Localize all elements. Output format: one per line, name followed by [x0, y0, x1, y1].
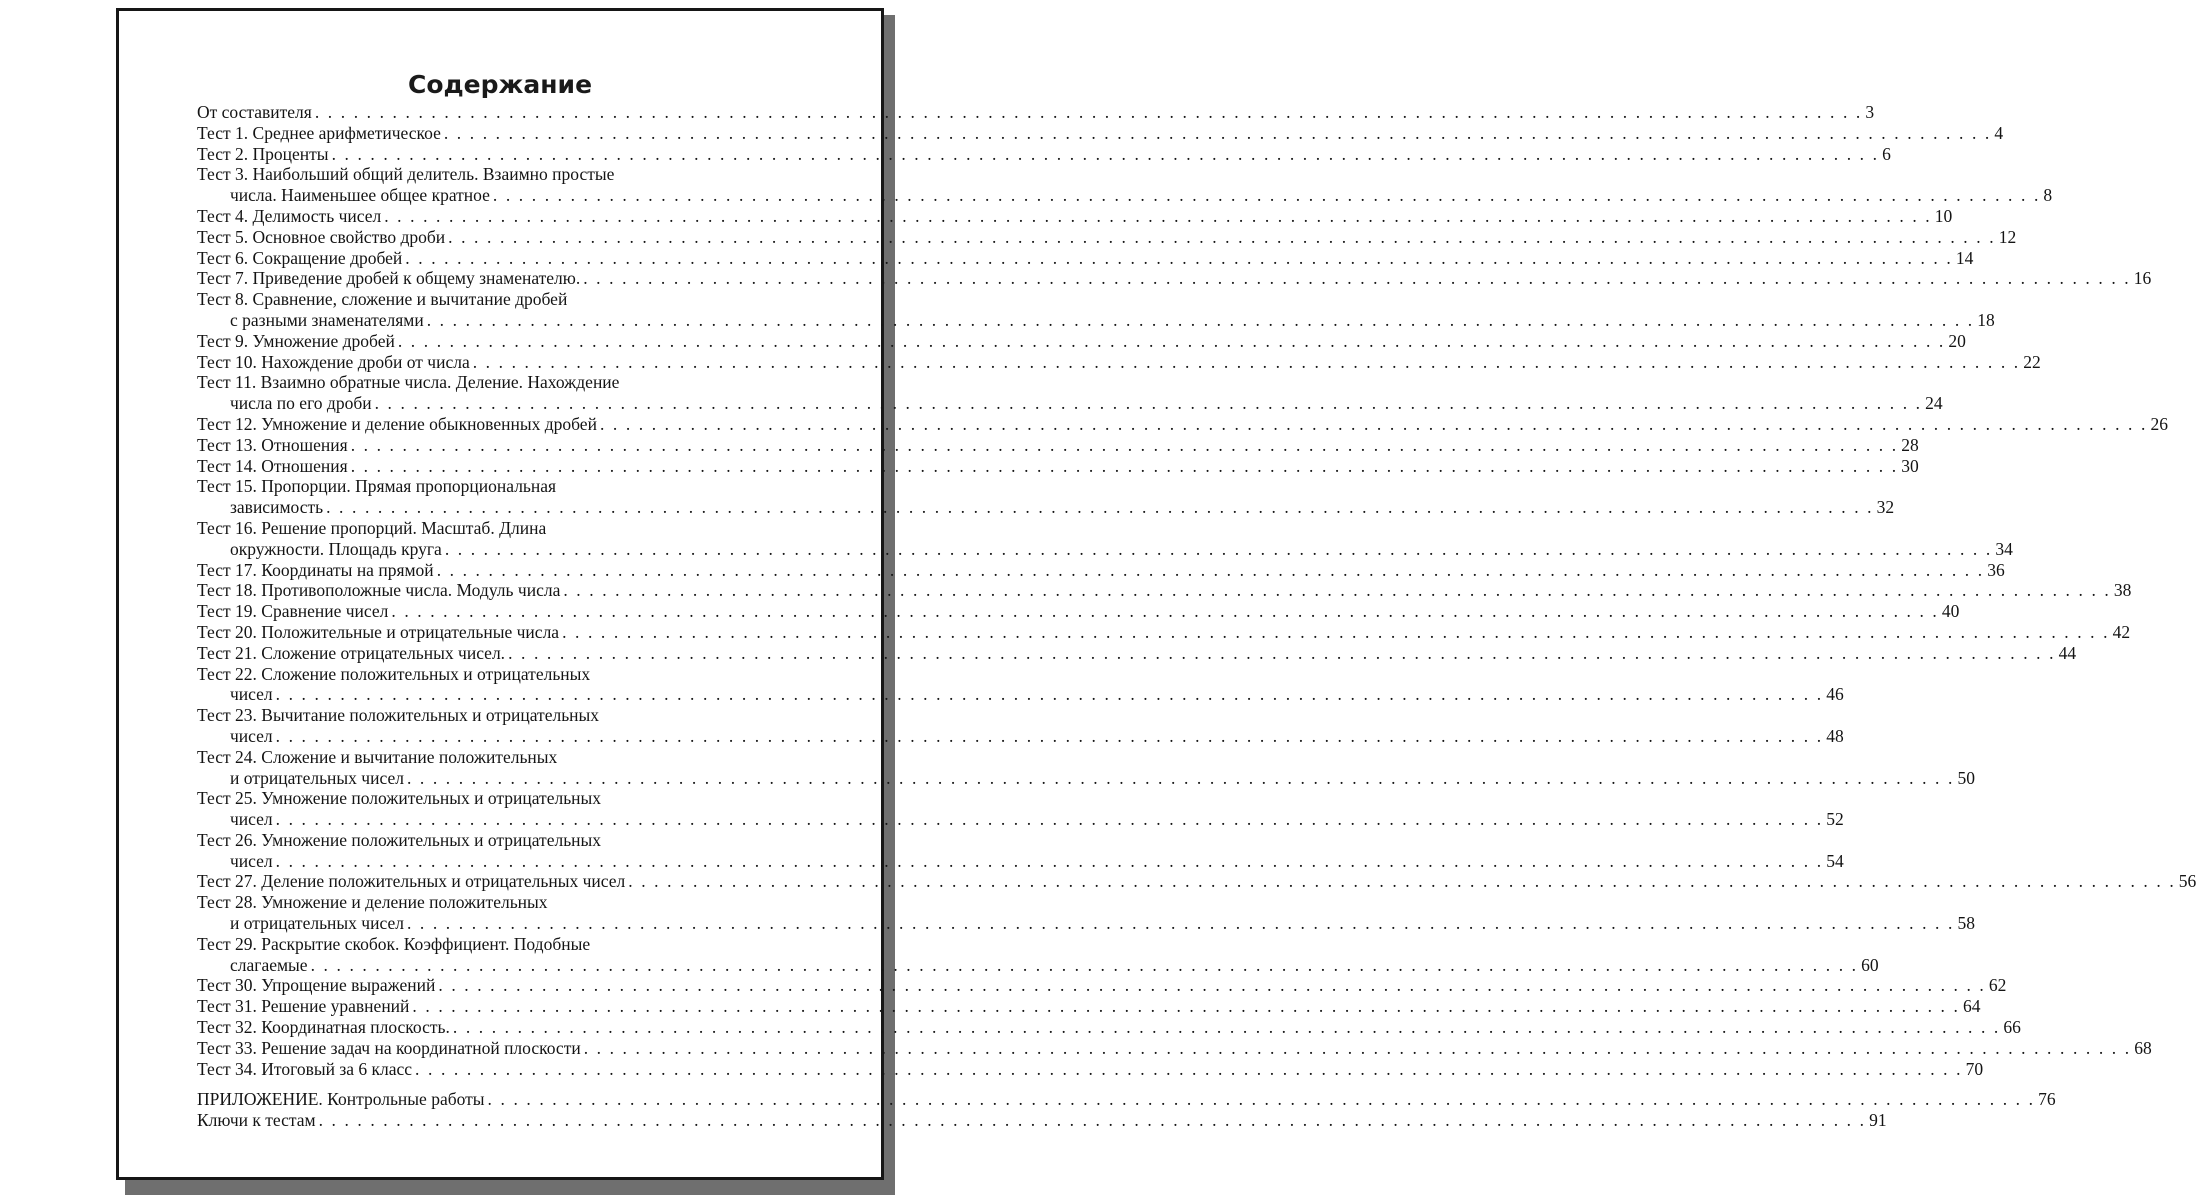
dot-leader: . . . . . . . . . . . . . . . . . . . . . . . . . . . . . . . . . . . . . . . . . . . . . . . . . . . . . . . . . . . . . . . . . . . . . . . . . . . . . . . . . . . . . . . . . . . . . . . . . . . . . . . . . . . . . . . . . . . . . . . . [599, 413, 2148, 434]
toc-appendix-list [197, 1089, 2056, 1131]
toc-entry-line [197, 1058, 1984, 1080]
dot-leader: . . . . . . . . . . . . . . . . . . . . . . . . . . . . . . . . . . . . . . . . . . . . . . . . . . . . . . . . . . . . . . . . . . . . . . . . . . . . . . . . . . . . . . . . . . . . . . . . . . . . . . . . . . . . . . . . . . . . . . . . [275, 725, 1824, 746]
dot-leader: . . . . . . . . . . . . . . . . . . . . . . . . . . . . . . . . . . . . . . . . . . . . . . . . . . . . . . . . . . . . . . . . . . . . . . . . . . . . . . . . . . . . . . . . . . . . . . . . . . . . . . . . . . . . . . . . . . . . . . . . [275, 684, 1824, 705]
toc-page-number: 46 [1826, 684, 1844, 705]
toc-entry-line [197, 476, 709, 497]
toc-entry[interactable] [197, 413, 2168, 435]
dot-leader: . . . . . . . . . . . . . . . . . . . . . . . . . . . . . . . . . . . . . . . . . . . . . . . . . . . . . . . . . . . . . . . . . . . . . . . . . . . . . . . . . . . . . . . . . . . . . . . . . . . . . . . . . . . . . . . . . . . . . . . . [331, 143, 1880, 164]
toc-entry-text: чисел [230, 684, 273, 705]
toc-entry[interactable] [197, 517, 2013, 560]
toc-entry[interactable] [197, 122, 2004, 144]
dot-leader: . . . . . . . . . . . . . . . . . . . . . . . . . . . . . . . . . . . . . . . . . . . . . . . . . . . . . . . . . . . . . . . . . . . . . . . . . . . . . . . . . . . . . . . . . . . . . . . . . . . . . . . . . . . . . . . . . . . . . . . . [472, 351, 2021, 372]
toc-entry[interactable] [197, 975, 2007, 996]
toc-entry[interactable] [197, 705, 1844, 747]
toc-entry-line [197, 102, 1875, 123]
toc-entry[interactable] [197, 788, 1844, 830]
toc-entry-line [197, 705, 709, 726]
toc-entry-line [197, 247, 1974, 269]
toc-entry[interactable] [197, 746, 1975, 789]
toc-entry-text: Тест 4. Делимость чисел [197, 205, 382, 226]
toc-entry-text: Тест 19. Сравнение чисел [197, 601, 389, 622]
dot-leader: . . . . . . . . . . . . . . . . . . . . . . . . . . . . . . . . . . . . . . . . . . . . . . . . . . . . . . . . . . . . . . . . . . . . . . . . . . . . . . . . . . . . . . . . . . . . . . . . . . . . . . . . . . . . . . . . . . . . . . . . [448, 226, 1996, 247]
toc-entry-line [197, 559, 2005, 581]
toc-entry-continuation [197, 185, 2053, 206]
toc-entry-text: Тест 16. Решение пропорций. Масштаб. Длина [197, 517, 547, 538]
toc-page-number: 66 [2003, 1017, 2021, 1038]
toc-entry-continuation [197, 767, 1975, 789]
toc-page-number: 64 [1962, 996, 1981, 1017]
toc-entry-text: От составителя [197, 102, 312, 122]
toc-entry[interactable] [197, 268, 2152, 289]
toc-entry-continuation [197, 309, 1995, 331]
toc-entry-text: Тест 2. Проценты [197, 143, 329, 164]
dot-leader: . . . . . . . . . . . . . . . . . . . . . . . . . . . . . . . . . . . . . . . . . . . . . . . . . . . . . . . . . . . . . . . . . . . . . . . . . . . . . . . . . . . . . . . . . . . . . . . . . . . . . . . . . . . . . . . . . . . . . . . . [452, 1017, 2001, 1038]
toc-entry-text: Тест 8. Сравнение, сложение и вычитание дробей [197, 289, 568, 310]
toc-entry[interactable] [197, 205, 1953, 227]
table-of-contents [197, 102, 2196, 1131]
toc-entry-line [197, 330, 1966, 352]
toc-entry[interactable] [197, 1017, 2021, 1038]
toc-entry-text: Тест 17. Координаты на прямой [197, 559, 434, 580]
toc-entry-text: Тест 6. Сокращение дробей [197, 247, 403, 268]
toc-page-number: 8 [2043, 185, 2053, 206]
toc-entry-line [197, 747, 709, 768]
toc-entry[interactable] [197, 143, 1891, 165]
toc-entry-line [197, 621, 2131, 643]
toc-page-number: 18 [1977, 309, 1995, 330]
section-gap [197, 1079, 709, 1089]
toc-page-number: 3 [1865, 102, 1875, 122]
toc-page-number: 44 [2058, 642, 2077, 663]
toc-entry-continuation [197, 725, 1844, 747]
toc-page-number: 30 [1901, 455, 1919, 476]
toc-entry-line [197, 289, 709, 310]
toc-page-number: 16 [2133, 268, 2152, 289]
dot-leader: . . . . . . . . . . . . . . . . . . . . . . . . . . . . . . . . . . . . . . . . . . . . . . . . . . . . . . . . . . . . . . . . . . . . . . . . . . . . . . . . . . . . . . . . . . . . . . . . . . . . . . . . . . . . . . . . . . . . . . . . [583, 1037, 2132, 1058]
toc-entry[interactable] [197, 102, 1875, 123]
toc-entry[interactable] [197, 330, 1966, 352]
toc-entry-line [197, 122, 2004, 144]
toc-entry-line [197, 996, 1981, 1017]
toc-entry-text: и отрицательных чисел [230, 767, 404, 788]
toc-entry-line [197, 892, 709, 913]
toc-entry-text: Тест 12. Умножение и деление обыкновенных дробей [197, 413, 597, 434]
dot-leader: . . . . . . . . . . . . . . . . . . . . . . . . . . . . . . . . . . . . . . . . . . . . . . . . . . . . . . . . . . . . . . . . . . . . . . . . . . . . . . . . . . . . . . . . . . . . . . . . . . . . . . . . . . . . . . . . . . . . . . . . [310, 954, 1859, 975]
toc-page-number: 32 [1876, 497, 1895, 518]
toc-page-number: 50 [1957, 767, 1975, 788]
toc-page-number: 60 [1861, 954, 1879, 975]
toc-entry-line [197, 934, 709, 955]
toc-entry-text: чисел [230, 725, 273, 746]
toc-entry-line [197, 351, 2041, 373]
dot-leader: . . . . . . . . . . . . . . . . . . . . . . . . . . . . . . . . . . . . . . . . . . . . . . . . . . . . . . . . . . . . . . . . . . . . . . . . . . . . . . . . . . . . . . . . . . . . . . . . . . . . . . . . . . . . . . . . . . . . . . . . [412, 996, 1960, 1017]
toc-entry[interactable] [197, 829, 1844, 872]
toc-page-number: 48 [1826, 725, 1844, 746]
page-title: Содержание [407, 70, 593, 99]
toc-page-number: 52 [1826, 809, 1844, 830]
toc-page-number: 56 [2178, 871, 2196, 892]
dot-leader: . . . . . . . . . . . . . . . . . . . . . . . . . . . . . . . . . . . . . . . . . . . . . . . . . . . . . . . . . . . . . . . . . . . . . . . . . . . . . . . . . . . . . . . . . . . . . . . . . . . . . . . . . . . . . . . . . . . . . . . . [443, 122, 1992, 143]
toc-entry-text: числа по его дроби [230, 393, 372, 414]
dot-leader: . . . . . . . . . . . . . . . . . . . . . . . . . . . . . . . . . . . . . . . . . . . . . . . . . . . . . . . . . . . . . . . . . . . . . . . . . . . . . . . . . . . . . . . . . . . . . . . . . . . . . . . . . . . . . . . . . . . . . . . . [275, 809, 1824, 830]
toc-entry-text: Тест 9. Умножение дробей [197, 330, 395, 351]
toc-entry[interactable] [197, 933, 1879, 976]
toc-main-list [197, 102, 2196, 1079]
toc-entry[interactable] [197, 871, 2196, 892]
toc-page-number: 54 [1826, 850, 1844, 871]
toc-entry[interactable] [197, 247, 1974, 269]
toc-entry-text: Тест 10. Нахождение дроби от числа [197, 351, 470, 372]
toc-page-number: 24 [1925, 393, 1943, 414]
toc-entry-text: Тест 3. Наибольший общий делитель. Взаимно простые [197, 164, 615, 185]
toc-entry-line [197, 455, 1919, 477]
toc-entry-line [197, 372, 709, 393]
toc-entry-text: зависимость [230, 497, 324, 518]
toc-entry-line [197, 268, 2152, 289]
toc-entry[interactable] [197, 289, 1995, 331]
toc-entry-text: Тест 24. Сложение и вычитание положительных [197, 746, 558, 767]
toc-entry-text: с разными знаменателями [230, 309, 424, 330]
dot-leader: . . . . . . . . . . . . . . . . . . . . . . . . . . . . . . . . . . . . . . . . . . . . . . . . . . . . . . . . . . . . . . . . . . . . . . . . . . . . . . . . . . . . . . . . . . . . . . . . . . . . . . . . . . . . . . . . . . . . . . . . [426, 309, 1975, 330]
toc-entry[interactable] [197, 434, 1919, 456]
toc-entry[interactable] [197, 996, 1981, 1017]
toc-entry[interactable] [197, 351, 2041, 373]
toc-page-number: 4 [1994, 122, 2004, 143]
toc-entry[interactable] [197, 164, 2053, 206]
toc-entry-continuation [197, 538, 2013, 560]
toc-entry-line [197, 664, 709, 685]
toc-entry-text: Тест 5. Основное свойство дроби [197, 226, 446, 247]
toc-page-number: 10 [1934, 205, 1953, 226]
dot-leader: . . . . . . . . . . . . . . . . . . . . . . . . . . . . . . . . . . . . . . . . . . . . . . . . . . . . . . . . . . . . . . . . . . . . . . . . . . . . . . . . . . . . . . . . . . . . . . . . . . . . . . . . . . . . . . . . . . . . . . . . [391, 601, 1939, 622]
toc-entry-continuation [197, 684, 1844, 705]
dot-leader: . . . . . . . . . . . . . . . . . . . . . . . . . . . . . . . . . . . . . . . . . . . . . . . . . . . . . . . . . . . . . . . . . . . . . . . . . . . . . . . . . . . . . . . . . . . . . . . . . . . . . . . . . . . . . . . . . . . . . . . . [314, 102, 1863, 122]
toc-entry-line [197, 518, 709, 539]
dot-leader: . . . . . . . . . . . . . . . . . . . . . . . . . . . . . . . . . . . . . . . . . . . . . . . . . . . . . . . . . . . . . . . . . . . . . . . . . . . . . . . . . . . . . . . . . . . . . . . . . . . . . . . . . . . . . . . . . . . . . . . . [350, 455, 1899, 476]
toc-entry-text: Тест 7. Приведение дробей к общему знаменателю. [197, 268, 581, 289]
toc-entry-continuation [197, 497, 1895, 518]
dot-leader: . . . . . . . . . . . . . . . . . . . . . . . . . . . . . . . . . . . . . . . . . . . . . . . . . . . . . . . . . . . . . . . . . . . . . . . . . . . . . . . . . . . . . . . . . . . . . . . . . . . . . . . . . . . . . . . . . . . . . . . . [374, 393, 1923, 414]
dot-leader: . . . . . . . . . . . . . . . . . . . . . . . . . . . . . . . . . . . . . . . . . . . . . . . . . . . . . . . . . . . . . . . . . . . . . . . . . . . . . . . . . . . . . . . . . . . . . . . . . . . . . . . . . . . . . . . . . . . . . . . . [583, 268, 2131, 289]
toc-entry-text: Тест 27. Деление положительных и отрицательных чисел [197, 871, 626, 892]
toc-entry-line [197, 975, 2007, 996]
dot-leader: . . . . . . . . . . . . . . . . . . . . . . . . . . . . . . . . . . . . . . . . . . . . . . . . . . . . . . . . . . . . . . . . . . . . . . . . . . . . . . . . . . . . . . . . . . . . . . . . . . . . . . . . . . . . . . . . . . . . . . . . [326, 497, 1874, 518]
toc-entry[interactable] [197, 621, 2131, 643]
dot-leader: . . . . . . . . . . . . . . . . . . . . . . . . . . . . . . . . . . . . . . . . . . . . . . . . . . . . . . . . . . . . . . . . . . . . . . . . . . . . . . . . . . . . . . . . . . . . . . . . . . . . . . . . . . . . . . . . . . . . . . . . [415, 1058, 1963, 1079]
toc-entry-text: Тест 26. Умножение положительных и отрицательных [197, 829, 602, 850]
toc-page-number: 70 [1965, 1058, 1984, 1079]
toc-page-number: 12 [1998, 226, 2017, 247]
toc-entry-line [197, 413, 2168, 435]
dot-leader: . . . . . . . . . . . . . . . . . . . . . . . . . . . . . . . . . . . . . . . . . . . . . . . . . . . . . . . . . . . . . . . . . . . . . . . . . . . . . . . . . . . . . . . . . . . . . . . . . . . . . . . . . . . . . . . . . . . . . . . . [318, 1110, 1867, 1131]
dot-leader: . . . . . . . . . . . . . . . . . . . . . . . . . . . . . . . . . . . . . . . . . . . . . . . . . . . . . . . . . . . . . . . . . . . . . . . . . . . . . . . . . . . . . . . . . . . . . . . . . . . . . . . . . . . . . . . . . . . . . . . . [406, 767, 1955, 788]
toc-entry-text: чисел [230, 809, 273, 830]
dot-leader: . . . . . . . . . . . . . . . . . . . . . . . . . . . . . . . . . . . . . . . . . . . . . . . . . . . . . . . . . . . . . . . . . . . . . . . . . . . . . . . . . . . . . . . . . . . . . . . . . . . . . . . . . . . . . . . . . . . . . . . . [628, 871, 2176, 892]
toc-entry-text: Тест 11. Взаимно обратные числа. Деление. Нахождение [197, 372, 620, 393]
toc-entry[interactable] [197, 642, 2077, 664]
dot-leader: . . . . . . . . . . . . . . . . . . . . . . . . . . . . . . . . . . . . . . . . . . . . . . . . . . . . . . . . . . . . . . . . . . . . . . . . . . . . . . . . . . . . . . . . . . . . . . . . . . . . . . . . . . . . . . . . . . . . . . . . [406, 913, 1955, 934]
toc-page-number: 34 [1995, 538, 2013, 559]
toc-page-number: 62 [1988, 975, 2007, 996]
toc-entry-text: Тест 30. Упрощение выражений [197, 975, 436, 996]
toc-page-number: 14 [1955, 247, 1974, 268]
toc-entry-line [197, 788, 709, 809]
toc-page-number: 26 [2150, 413, 2168, 434]
dot-leader: . . . . . . . . . . . . . . . . . . . . . . . . . . . . . . . . . . . . . . . . . . . . . . . . . . . . . . . . . . . . . . . . . . . . . . . . . . . . . . . . . . . . . . . . . . . . . . . . . . . . . . . . . . . . . . . . . . . . . . . . [397, 330, 1946, 351]
toc-entry-text: ПРИЛОЖЕНИЕ. Контрольные работы [197, 1089, 485, 1110]
toc-entry[interactable] [197, 455, 1919, 477]
toc-entry-continuation [197, 393, 1943, 414]
dot-leader: . . . . . . . . . . . . . . . . . . . . . . . . . . . . . . . . . . . . . . . . . . . . . . . . . . . . . . . . . . . . . . . . . . . . . . . . . . . . . . . . . . . . . . . . . . . . . . . . . . . . . . . . . . . . . . . . . . . . . . . . [438, 975, 1986, 996]
toc-entry[interactable] [197, 1110, 1887, 1131]
toc-entry-line [197, 434, 1919, 456]
toc-entry-text: Тест 21. Сложение отрицательных чисел. [197, 642, 506, 663]
toc-page-number: 6 [1882, 143, 1891, 164]
toc-page-number: 42 [2112, 621, 2131, 642]
toc-entry-continuation [197, 913, 1975, 934]
book-page [116, 8, 2196, 1180]
toc-entry-text: Тест 15. Пропорции. Прямая пропорциональная [197, 476, 557, 497]
dot-leader: . . . . . . . . . . . . . . . . . . . . . . . . . . . . . . . . . . . . . . . . . . . . . . . . . . . . . . . . . . . . . . . . . . . . . . . . . . . . . . . . . . . . . . . . . . . . . . . . . . . . . . . . . . . . . . . . . . . . . . . . [275, 850, 1824, 871]
toc-page-number: 76 [2038, 1089, 2056, 1110]
toc-entry-text: Тест 13. Отношения [197, 434, 348, 455]
toc-page-number: 38 [2113, 580, 2132, 601]
toc-entry[interactable] [197, 663, 1844, 706]
dot-leader: . . . . . . . . . . . . . . . . . . . . . . . . . . . . . . . . . . . . . . . . . . . . . . . . . . . . . . . . . . . . . . . . . . . . . . . . . . . . . . . . . . . . . . . . . . . . . . . . . . . . . . . . . . . . . . . . . . . . . . . . [405, 247, 1953, 268]
toc-entry-line [197, 143, 1891, 165]
toc-entry-line [197, 164, 709, 185]
dot-leader: . . . . . . . . . . . . . . . . . . . . . . . . . . . . . . . . . . . . . . . . . . . . . . . . . . . . . . . . . . . . . . . . . . . . . . . . . . . . . . . . . . . . . . . . . . . . . . . . . . . . . . . . . . . . . . . . . . . . . . . . [563, 580, 2111, 601]
toc-entry[interactable] [197, 580, 2132, 601]
dot-leader: . . . . . . . . . . . . . . . . . . . . . . . . . . . . . . . . . . . . . . . . . . . . . . . . . . . . . . . . . . . . . . . . . . . . . . . . . . . . . . . . . . . . . . . . . . . . . . . . . . . . . . . . . . . . . . . . . . . . . . . . [562, 621, 2110, 642]
toc-entry-text: слагаемые [230, 954, 308, 975]
toc-entry-line [197, 580, 2132, 601]
toc-entry[interactable] [197, 1089, 2056, 1110]
dot-leader: . . . . . . . . . . . . . . . . . . . . . . . . . . . . . . . . . . . . . . . . . . . . . . . . . . . . . . . . . . . . . . . . . . . . . . . . . . . . . . . . . . . . . . . . . . . . . . . . . . . . . . . . . . . . . . . . . . . . . . . . [444, 538, 1993, 559]
toc-entry-line [197, 1037, 2152, 1059]
toc-entry-continuation [197, 954, 1879, 976]
toc-page-number: 40 [1941, 601, 1960, 622]
toc-entry-text: Тест 1. Среднее арифметическое [197, 122, 441, 143]
toc-entry[interactable] [197, 1037, 2152, 1059]
dot-leader: . . . . . . . . . . . . . . . . . . . . . . . . . . . . . . . . . . . . . . . . . . . . . . . . . . . . . . . . . . . . . . . . . . . . . . . . . . . . . . . . . . . . . . . . . . . . . . . . . . . . . . . . . . . . . . . . . . . . . . . . [492, 185, 2041, 206]
toc-entry-text: Тест 20. Положительные и отрицательные числа [197, 621, 560, 642]
toc-entry-line [197, 871, 2196, 892]
toc-entry-text: Тест 22. Сложение положительных и отрицательных [197, 663, 591, 684]
toc-entry-continuation [197, 850, 1844, 872]
toc-entry[interactable] [197, 226, 2017, 248]
toc-page-number: 68 [2134, 1037, 2152, 1058]
toc-entry-line [197, 830, 709, 851]
toc-entry-text: чисел [230, 850, 273, 871]
toc-entry-text: и отрицательных чисел [230, 913, 404, 934]
dot-leader: . . . . . . . . . . . . . . . . . . . . . . . . . . . . . . . . . . . . . . . . . . . . . . . . . . . . . . . . . . . . . . . . . . . . . . . . . . . . . . . . . . . . . . . . . . . . . . . . . . . . . . . . . . . . . . . . . . . . . . . . [508, 642, 2056, 663]
toc-entry-text: Тест 31. Решение уравнений [197, 996, 410, 1017]
toc-entry-text: числа. Наименьшее общее кратное [230, 185, 490, 206]
toc-entry-line [197, 601, 1960, 622]
toc-entry[interactable] [197, 372, 1943, 414]
toc-entry-text: Тест 18. Противоположные числа. Модуль числа [197, 580, 561, 601]
toc-entry-line [197, 642, 2077, 664]
toc-entry-text: Тест 23. Вычитание положительных и отрицательных [197, 705, 600, 726]
toc-entry-text: Тест 28. Умножение и деление положительных [197, 892, 548, 913]
toc-entry[interactable] [197, 601, 1960, 622]
dot-leader: . . . . . . . . . . . . . . . . . . . . . . . . . . . . . . . . . . . . . . . . . . . . . . . . . . . . . . . . . . . . . . . . . . . . . . . . . . . . . . . . . . . . . . . . . . . . . . . . . . . . . . . . . . . . . . . . . . . . . . . . [384, 205, 1932, 226]
toc-entry[interactable] [197, 1058, 1984, 1080]
toc-entry-text: окружности. Площадь круга [230, 538, 442, 559]
toc-entry-line [197, 226, 2017, 248]
toc-entry-line [197, 1110, 1887, 1131]
toc-entry-line [197, 205, 1953, 227]
toc-entry[interactable] [197, 476, 1895, 518]
toc-entry-line [197, 1089, 2056, 1110]
toc-entry-text: Тест 25. Умножение положительных и отрицательных [197, 788, 602, 809]
toc-entry-text: Тест 32. Координатная плоскость. [197, 1017, 450, 1038]
toc-entry[interactable] [197, 892, 1975, 934]
toc-entry-text: Ключи к тестам [197, 1110, 316, 1131]
toc-page-number: 22 [2023, 351, 2041, 372]
dot-leader: . . . . . . . . . . . . . . . . . . . . . . . . . . . . . . . . . . . . . . . . . . . . . . . . . . . . . . . . . . . . . . . . . . . . . . . . . . . . . . . . . . . . . . . . . . . . . . . . . . . . . . . . . . . . . . . . . . . . . . . . [487, 1089, 2036, 1110]
toc-page-number: 91 [1869, 1110, 1887, 1131]
toc-page-number: 20 [1948, 330, 1966, 351]
toc-page-number: 28 [1901, 434, 1919, 455]
toc-entry-text: Тест 34. Итоговый за 6 класс [197, 1058, 413, 1079]
toc-entry-continuation [197, 809, 1844, 830]
dot-leader: . . . . . . . . . . . . . . . . . . . . . . . . . . . . . . . . . . . . . . . . . . . . . . . . . . . . . . . . . . . . . . . . . . . . . . . . . . . . . . . . . . . . . . . . . . . . . . . . . . . . . . . . . . . . . . . . . . . . . . . . [350, 434, 1899, 455]
toc-entry-text: Тест 29. Раскрытие скобок. Коэффициент. Подобные [197, 933, 591, 954]
toc-entry-line [197, 1017, 2021, 1038]
toc-page-number: 36 [1987, 559, 2005, 580]
toc-entry-text: Тест 14. Отношения [197, 455, 348, 476]
toc-entry-text: Тест 33. Решение задач на координатной плоскости [197, 1037, 581, 1058]
toc-entry[interactable] [197, 559, 2005, 581]
toc-page-number: 58 [1957, 913, 1975, 934]
dot-leader: . . . . . . . . . . . . . . . . . . . . . . . . . . . . . . . . . . . . . . . . . . . . . . . . . . . . . . . . . . . . . . . . . . . . . . . . . . . . . . . . . . . . . . . . . . . . . . . . . . . . . . . . . . . . . . . . . . . . . . . . [436, 559, 1985, 580]
